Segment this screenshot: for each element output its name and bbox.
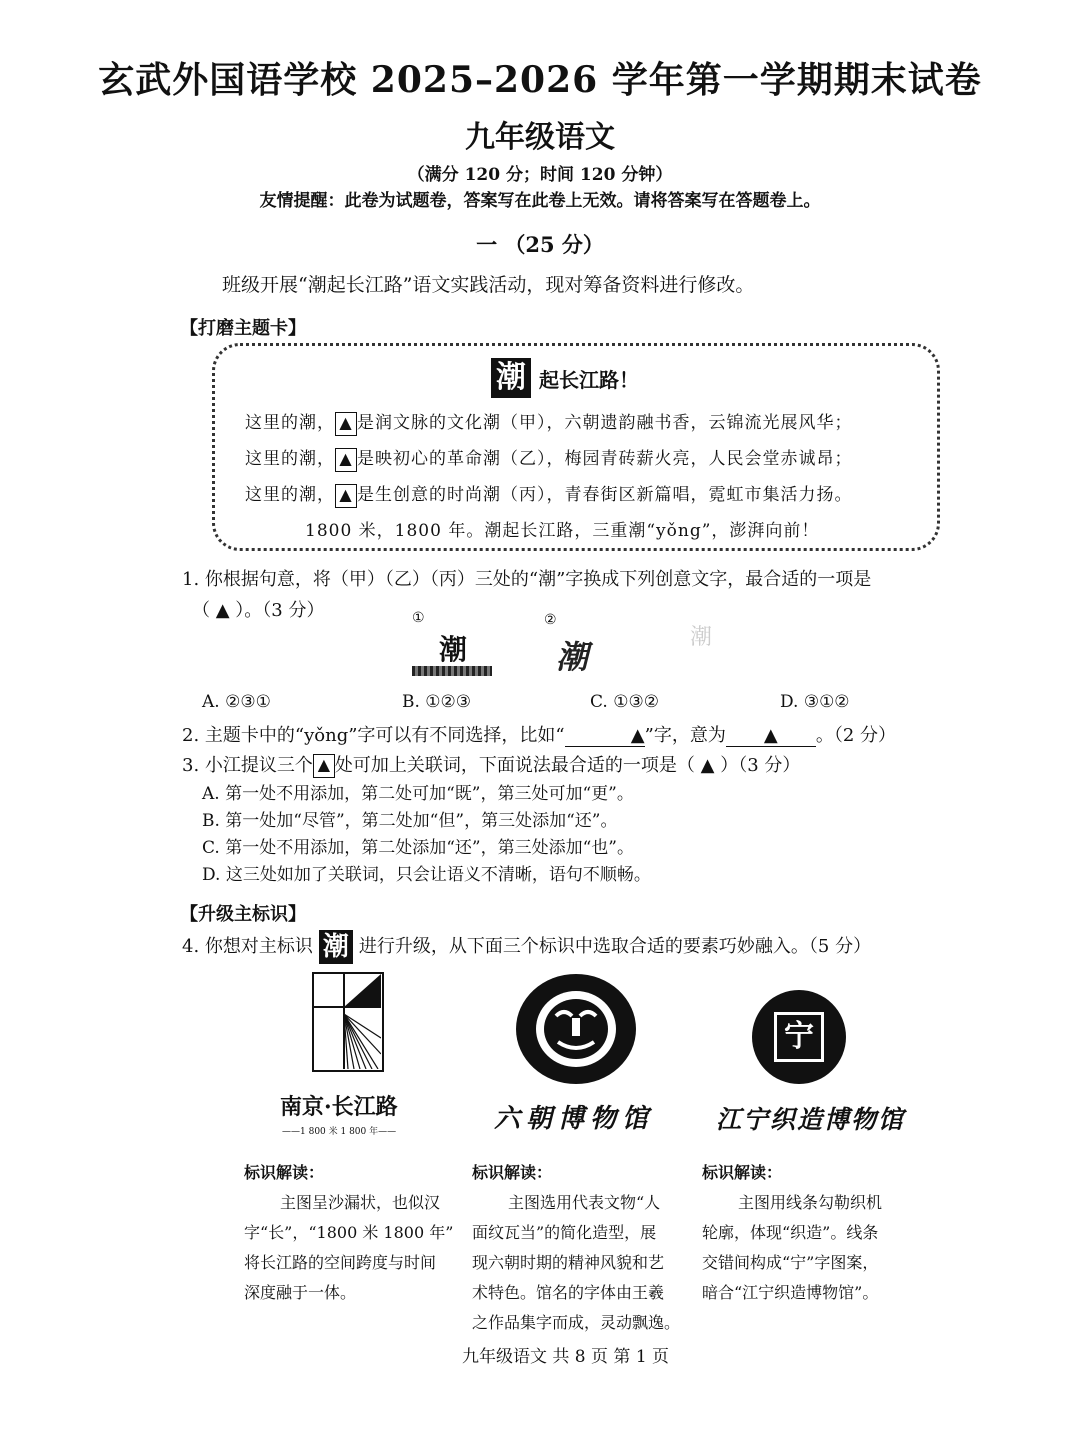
page-footer: 九年级语文 共 8 页 第 1 页 bbox=[462, 1347, 670, 1367]
q1-option-d: D. ③①② bbox=[780, 692, 850, 712]
question-1: 1. 你根据句意，将（甲）（乙）（丙）三处的“潮”字换成下列创意文字，最合适的一项是 bbox=[182, 569, 872, 590]
q3-option-c: C. 第一处不用添加，第二处添加“还”，第三处添加“也”。 bbox=[202, 838, 634, 858]
section-intro: 班级开展“潮起长江路”语文实践活动，现对筹备资料进行修改。 bbox=[222, 274, 755, 296]
question-4: 4. 你想对主标识 潮 进行升级，从下面三个标识中选取合适的要素巧妙融入。（5 分） bbox=[182, 932, 872, 962]
logo-caption-changjiang: ——1 800 米 1 800 年—— bbox=[282, 1127, 397, 1137]
chao-logo-icon: 潮 bbox=[491, 358, 531, 398]
hourglass-icon bbox=[314, 974, 381, 1069]
exam-meta: （满分 120 分；时间 120 分钟） bbox=[407, 165, 673, 185]
theme-card-line: 这里的潮， ▲ 是映初心的革命潮（乙），梅园青砖薪火亮，人民会堂赤诚昂； bbox=[245, 444, 853, 472]
triangle-blank-icon: ▲ bbox=[335, 412, 357, 436]
theme-card-title-text: 起长江路！ bbox=[539, 367, 639, 392]
creative-chao-flag-icon: 潮 bbox=[556, 638, 589, 676]
question-3: 3. 小江提议三个 ▲ 处可加上关联词，下面说法最合适的一项是（ ▲ ）（3 分） bbox=[182, 755, 801, 776]
q1-option-a: A. ②③① bbox=[202, 692, 271, 712]
question-2: 2. 主题卡中的“yǒng”字可以有不同选择，比如“ ▲”字，意为 ▲ 。（2 分） bbox=[182, 725, 897, 746]
ning-glyph-icon: 宁 bbox=[774, 1012, 824, 1062]
theme-card bbox=[212, 343, 940, 551]
changjiang-road-logo-icon bbox=[312, 972, 384, 1072]
section-heading: 一 （25 分） bbox=[476, 232, 604, 257]
exam-title: 玄武外国语学校 2025–2026 学年第一学期期末试卷 bbox=[98, 59, 982, 101]
q2-blank-1: ▲ bbox=[565, 725, 645, 747]
logo-name-liuchao: 六朝博物馆 bbox=[494, 1104, 655, 1134]
q3-option-b: B. 第一处加“尽管”，第二处加“但”，第三处添加“还”。 bbox=[202, 811, 618, 831]
chao-logo-icon: 潮 bbox=[319, 930, 353, 964]
theme-card-line: 这里的潮， ▲ 是生创意的时尚潮（丙），青春街区新篇唱，霓虹市集活力扬。 bbox=[245, 480, 853, 508]
logo-explain-2: 标识解读： 主图选用代表文物“人 面纹瓦当”的简化造型，展 现六朝时期的精神风貌和艺 术特色。馆名的字体由王羲 之作品集字而成，灵动飘逸。 bbox=[472, 1163, 681, 1332]
six-dynasties-museum-logo-icon bbox=[516, 974, 636, 1084]
creative-label-1: ① bbox=[412, 610, 425, 626]
theme-card-closing: 1800 米，1800 年。潮起长江路，三重潮“yǒng”，澎湃向前！ bbox=[305, 521, 820, 541]
theme-card-heading: 【打磨主题卡】 bbox=[180, 318, 306, 339]
theme-card-line: 这里的潮， ▲ 是润文脉的文化潮（甲），六朝遗韵融书香，云锦流光展风华； bbox=[245, 408, 853, 436]
face-tile-icon bbox=[516, 974, 636, 1084]
question-1-answer: （ ▲ ）。（3 分） bbox=[192, 600, 325, 621]
triangle-blank-icon: ▲ bbox=[335, 448, 357, 472]
jiangning-weaving-museum-logo-icon bbox=[752, 990, 846, 1084]
q2-blank-2: ▲ bbox=[726, 725, 816, 747]
creative-chao-wave-icon: 潮 bbox=[412, 628, 492, 676]
triangle-blank-icon: ▲ bbox=[313, 754, 335, 778]
exam-reminder: 友情提醒：此卷为试题卷，答案写在此卷上无效。请将答案写在答题卷上。 bbox=[259, 191, 821, 211]
logo-explain-3: 标识解读： 主图用线条勾勒织机 轮廓，体现“织造”。线条 交错间构成“宁”字图案， 暗合“江宁织造博物馆”。 bbox=[702, 1163, 883, 1302]
upgrade-heading: 【升级主标识】 bbox=[180, 904, 306, 925]
q3-option-a: A. 第一处不用添加，第二处可加“既”，第三处可加“更”。 bbox=[202, 784, 634, 804]
logo-name-changjiang: 南京·长江路 bbox=[280, 1094, 398, 1120]
triangle-blank-icon: ▲ bbox=[335, 484, 357, 508]
q3-option-d: D. 这三处如加了关联词，只会让语义不清晰，语句不顺畅。 bbox=[202, 865, 651, 885]
q1-option-b: B. ①②③ bbox=[402, 692, 472, 712]
exam-subtitle: 九年级语文 bbox=[465, 120, 615, 155]
logo-name-jiangning: 江宁织造博物馆 bbox=[716, 1105, 906, 1134]
creative-chao-faded-icon: 潮 bbox=[690, 625, 713, 650]
creative-label-2: ② bbox=[544, 612, 557, 628]
logo-explain-1: 标识解读： 主图呈沙漏状，也似汉 字“长”，“1800 米 1800 年” 将长江路的空间跨度与时间 深度融于一体。 bbox=[244, 1163, 454, 1302]
q1-option-c: C. ①③② bbox=[590, 692, 659, 712]
theme-card-title bbox=[491, 358, 639, 398]
